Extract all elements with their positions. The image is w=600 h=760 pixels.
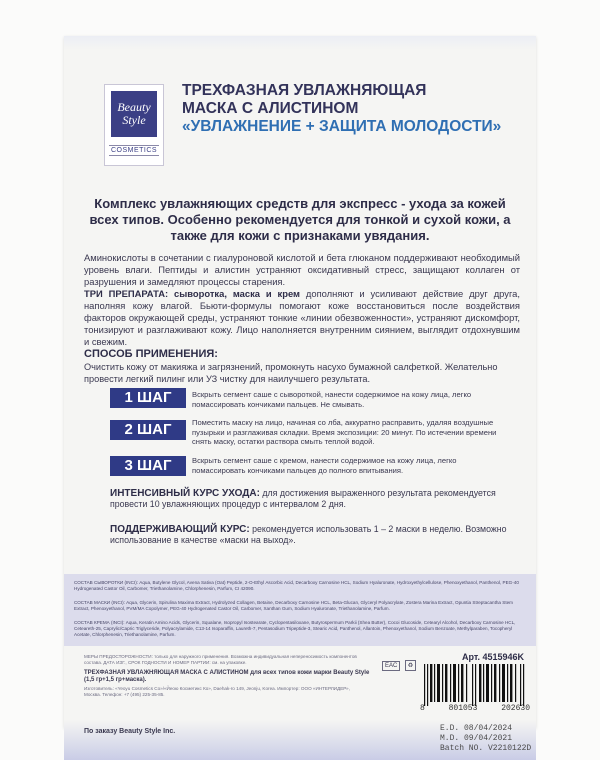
manufacture-date: M.D. 09/04/2021 — [440, 734, 513, 743]
recycle-icon: ♻ — [405, 660, 416, 671]
precautions: МЕРЫ ПРЕДОСТОРОЖНОСТИ: только для наружного применения. Возможна индивидуальная непереносимость компонентов состава. ДАТА ИЗГ., СРОК ГОДНОСТИ И НОМЕР ПАРТИИ: см. на упаковке. — [84, 654, 357, 665]
body-paragraph-2-lead: ТРИ ПРЕПАРАТА: сыворотка, маска и крем — [84, 288, 300, 299]
barcode — [420, 664, 530, 706]
support-course-lead: ПОДДЕРЖИВАЮЩИЙ КУРС: — [110, 524, 250, 535]
ingredients-serum: СОСТАВ СЫВОРОТКИ (INCI): Aqua, Butylene Glycol, Avena Sativa (Oat) Peptide, 2-O-Ethyl Ascorbic Acid, Decarboxy Carnosine HCL, Sodium Hyaluronate, Hydroxyethylcellulose, Phenoxyethanol, Panthenol, PEG-40 Hydrogenated Castor Oil, Carbomer, Triethanolamine, Chlorphenesin, Parfum, CI 42090. — [74, 580, 519, 591]
ingredients-mask: СОСТАВ МАСКИ (INCI): Aqua, Glycerin, Spirulina Maxima Extract, Hydrolyzed Collagen, Betaine, Decarboxy Carnosine HCL, Beta-Glucan, Glyceryl Polyacrylate, Zostera Marina Extract, Opuntia Streptacantha Stem Extract, Phenoxyethanol, PVM/MA Copolymer, PEG-40 Hydrogenated Castor Oil, Carbomer, Xanthan Gum, Sodium Hyaluronate, Triethanolamine, Parfum. — [74, 600, 513, 611]
manufacturer-address: Изготовитель: «Yeoyu Cosmetics Co»/«Йеою Косметикс Ко», Daehak-ro 149, Jeonju, Korea. Импортер: ООО «ИНТЕРЛИДЕР», Москва. Телефон: +7 (495) 225-35-85. — [84, 686, 350, 697]
top-band — [64, 36, 536, 50]
expiry-date: E.D. 08/04/2024 — [440, 724, 513, 733]
title-line2: МАСКА С АЛИСТИНОМ — [182, 100, 359, 117]
step-1-text: Вскрыть сегмент саше с сывороткой, нанести содержимое на кожу лица, легко помассировать кончиками пальцев. Не смывать. — [192, 390, 472, 409]
ingredients-cream: СОСТАВ КРЕМА (INCI): Aqua, Keratin Amino Acids, Glycerin, Squalane, Isopropyl Isostearate, Cyclopentasiloxane, Butyrospermum Parkii (Shea Butter), Cocoi Glucoside, Cetearyl Alcohol, Decarboxy Carnosine HCL, Ceteareth-25, Caprylic/Capric Triglyceride, Polyacrylamide, C13-14 Isoparaffin, Laureth-7, Pentasodium Tripeptide-3, Stearic Acid, Panthenol, Allantoin, Phenoxyethanol, Sodium Benzoate, Methylparaben, Tocopheryl Acetate, Chlorphenesin, Triethanolamine, Parfum. — [74, 620, 516, 637]
body-paragraph-2 — [84, 288, 520, 348]
product-name: ТРЕХФАЗНАЯ УВЛАЖНЯЮЩАЯ МАСКА С АЛИСТИНОМ для всех типов кожи марки Beauty Style (1,5 гр+1,5 гр+маска). — [84, 670, 370, 684]
logo-badge — [111, 91, 157, 137]
intensive-course — [110, 488, 520, 510]
intensive-course-lead: ИНТЕНСИВНЫЙ КУРС УХОДА: — [110, 488, 260, 499]
lead-text: Комплекс увлажняющих средств для экспресс - ухода за кожей всех типов. Особенно рекомендуется для тонкой и сухой кожи, а также для кожи с признаками увядания. — [89, 196, 511, 243]
step-3-badge: 3 ШАГ — [110, 456, 186, 476]
support-course-text: рекомендуется использовать 1 – 2 маски в неделю. Возможно использование в качестве «маски на выход». — [110, 524, 507, 545]
step-2-text: Поместить маску на лицо, начиная со лба, аккуратно расправить, удаляя воздушные пузырьки и разглаживая складки. Время экспозиции: 20 минут. По истечении времени снять маску, остатки раствора смыть теплой водой. — [192, 418, 497, 446]
package-back — [64, 36, 536, 753]
step-3-text: Вскрыть сегмент саше с кремом, нанести содержимое на кожу лица, легко помассировать кончиками пальцев до полного впитывания. — [192, 456, 457, 475]
body-paragraph-2-text: дополняют и усиливают действие друг друга, наполняя кожу влагой. Бьюти-формулы помогают коже восстановиться после воздействия факторов окружающей среды, устраняют тонкие «линии обезвоженности», устраняют дискомфорт, тонизируют и разглаживают кожу. Лицо наполняется внутренним сиянием, выглядит отдохнувшим и свежим. — [84, 288, 520, 347]
support-course — [110, 524, 520, 546]
title-line3: «УВЛАЖНЕНИЕ + ЗАЩИТА МОЛОДОСТИ» — [182, 118, 502, 135]
batch-dates — [440, 724, 531, 754]
logo-line1: Beauty — [117, 100, 151, 114]
order-note: По заказу Beauty Style Inc. — [84, 728, 176, 735]
body-text — [84, 252, 520, 348]
eac-mark: EAC — [382, 661, 400, 671]
brand-logo — [104, 84, 164, 166]
intensive-course-text: для достижения выраженного результата рекомендуется провести 10 увлажняющих процедур с интервалом 2 дня. — [110, 488, 496, 509]
logo-line2: Style — [122, 113, 146, 127]
product-title — [182, 82, 532, 136]
step-1-badge: 1 ШАГ — [110, 388, 186, 408]
method-text: Очистить кожу от макияжа и загрязнений, промокнуть насухо бумажной салфеткой. Желательно провести легкий пилинг или УЗ чистку для наилучшего результата. — [84, 362, 498, 384]
step-2-badge: 2 ШАГ — [110, 420, 186, 440]
body-paragraph-1: Аминокислоты в сочетании с гиалуроновой кислотой и бета глюканом поддерживают необходимый уровень влаги. Пептиды и алистин устраняют оксидативный стресс, защищают коллаген от разрушения и замедляют процессы старения. — [84, 252, 520, 287]
barcode-digits — [420, 704, 530, 713]
article-number: Арт. 4515946K — [462, 652, 525, 662]
logo-subtitle: COSMETICS — [110, 147, 158, 154]
barcode-right-digits: 202630 — [501, 704, 530, 713]
batch-number: Batch NO. V2210122D — [440, 744, 532, 753]
ingredients-block — [64, 574, 536, 646]
method-heading: СПОСОБ ПРИМЕНЕНИЯ: — [84, 348, 218, 360]
certifications — [382, 654, 422, 673]
barcode-left-digits: 801053 — [448, 704, 478, 713]
title-line1: ТРЕХФАЗНАЯ УВЛАЖНЯЮЩАЯ — [182, 82, 427, 99]
barcode-first-digit: 8 — [420, 704, 425, 713]
